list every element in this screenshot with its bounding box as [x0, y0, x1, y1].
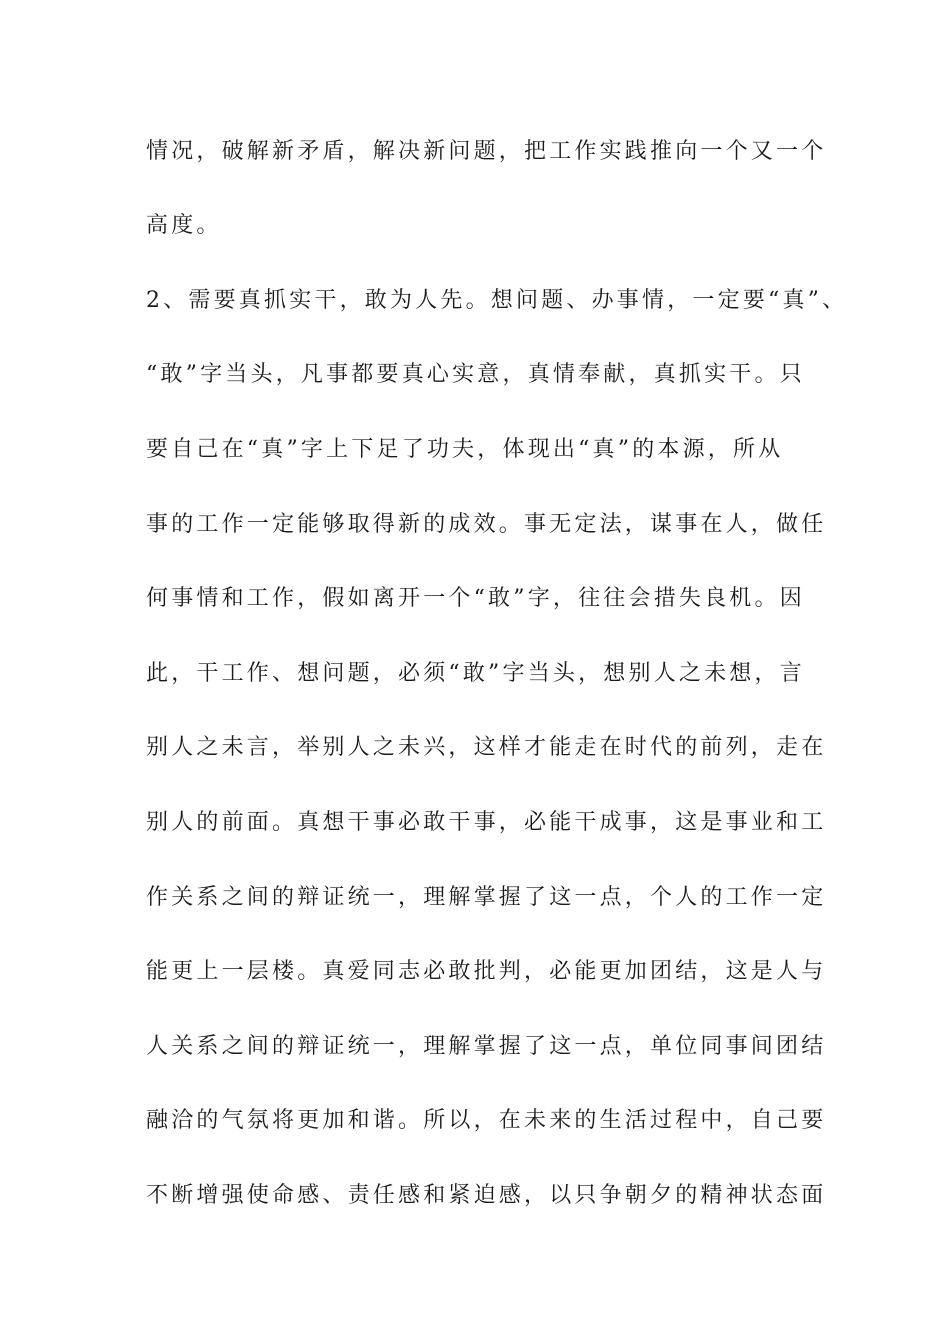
- text-line: 别人之未言，举别人之未兴，这样才能走在时代的前列，走在: [146, 735, 827, 760]
- text-line: 高度。: [146, 213, 222, 238]
- text-line: 能更上一层楼。真爱同志必敢批判，必能更加团结，这是人与: [146, 959, 827, 984]
- text-line: 不断增强使命感、责任感和紧迫感，以只争朝夕的精神状态面: [146, 1183, 827, 1208]
- text-line: 人关系之间的辩证统一，理解掌握了这一点，单位同事间团结: [146, 1034, 827, 1059]
- text-line: 2、需要真抓实干，敢为人先。想问题、办事情，一定要“真”、: [146, 288, 848, 313]
- text-line: 情况，破解新矛盾，解决新问题，把工作实践推向一个又一个: [146, 139, 827, 164]
- text-line: 事的工作一定能够取得新的成效。事无定法，谋事在人，做任: [146, 512, 827, 537]
- text-line: 别人的前面。真想干事必敢干事，必能干成事，这是事业和工: [146, 810, 827, 835]
- text-line: 融洽的气氛将更加和谐。所以，在未来的生活过程中，自己要: [146, 1108, 827, 1133]
- text-line: 作关系之间的辩证统一，理解掌握了这一点，个人的工作一定: [146, 885, 827, 910]
- text-line: 要自己在“真”字上下足了功夫，体现出“真”的本源，所从: [146, 437, 784, 462]
- text-line: 何事情和工作，假如离开一个“敢”字，往往会措失良机。因: [146, 586, 805, 611]
- text-line: 此，干工作、想问题，必须“敢”字当头，想别人之未想，言: [146, 661, 805, 686]
- text-line: “敢”字当头，凡事都要真心实意，真情奉献，真抓实干。只: [146, 362, 805, 387]
